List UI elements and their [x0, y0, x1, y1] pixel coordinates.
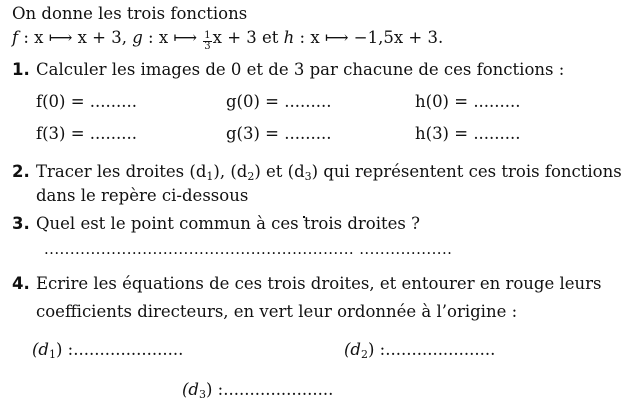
d3-equation [182, 380, 333, 401]
fraction-denominator: 3 [204, 41, 211, 52]
q2-text-b: ), (d [213, 162, 248, 181]
function-definitions [12, 28, 443, 52]
question-2-line-2: dans le repère ci-dessous [36, 186, 249, 205]
question-3-text: Quel est le point commun à ces trois droites ? [36, 214, 420, 233]
f-definition: : x ⟼ x + 3, [18, 28, 133, 47]
question-1-text: Calculer les images de 0 et de 3 par chacune de ces fonctions : [36, 60, 565, 79]
h-name: h [283, 28, 295, 47]
g3-answer: g(3) = ......... [226, 124, 332, 143]
d1-label: (d [32, 340, 49, 359]
q2-text-d: ) qui représentent ces trois fonctions [311, 162, 622, 181]
g0-answer: g(0) = ......... [226, 92, 332, 111]
d2-equation [344, 340, 495, 361]
fraction-numerator: 1 [204, 30, 211, 41]
intro-line: On donne les trois fonctions [12, 4, 248, 23]
q2-sub-3: 3 [304, 170, 312, 183]
d2-blank: ) :..................... [368, 340, 496, 359]
question-3-number: 3. [12, 214, 30, 233]
question-4-line-2: coefficients directeurs, en vert leur ordonnée à l’origine : [36, 302, 518, 321]
f0-answer: f(0) = ......... [36, 92, 137, 111]
h-definition: : x ⟼ −1,5x + 3. [294, 28, 444, 47]
g-name: g [132, 28, 143, 47]
q2-sub-1: 1 [206, 170, 214, 183]
h0-answer: h(0) = ......... [415, 92, 521, 111]
q2-text-a: Tracer les droites (d [36, 162, 207, 181]
d3-label: (d [182, 380, 199, 399]
h3-answer: h(3) = ......... [415, 124, 521, 143]
question-1-number: 1. [12, 60, 30, 79]
d1-sub: 1 [49, 348, 56, 361]
f3-answer: f(3) = ......... [36, 124, 137, 143]
d3-sub: 3 [199, 388, 206, 401]
d1-blank: ) :..................... [56, 340, 184, 359]
question-4-line-1: Ecrire les équations de ces trois droites, et entourer en rouge leurs [36, 274, 602, 293]
question-2-line-1 [36, 162, 622, 183]
g-definition: : x ⟼ [142, 28, 203, 47]
question-3-answer-line: ............................................................ .................. [44, 240, 453, 258]
question-4-number: 4. [12, 274, 30, 293]
question-2-number: 2. [12, 162, 30, 181]
d1-equation [32, 340, 183, 361]
f-name: f [12, 28, 19, 47]
fraction-one-third [203, 31, 211, 52]
q2-sub-2: 2 [247, 170, 255, 183]
d3-blank: ) :..................... [206, 380, 334, 399]
g-definition-rest: x + 3 et [212, 28, 284, 47]
d2-sub: 2 [361, 348, 368, 361]
d2-label: (d [344, 340, 361, 359]
q2-text-c: ) et (d [254, 162, 305, 181]
